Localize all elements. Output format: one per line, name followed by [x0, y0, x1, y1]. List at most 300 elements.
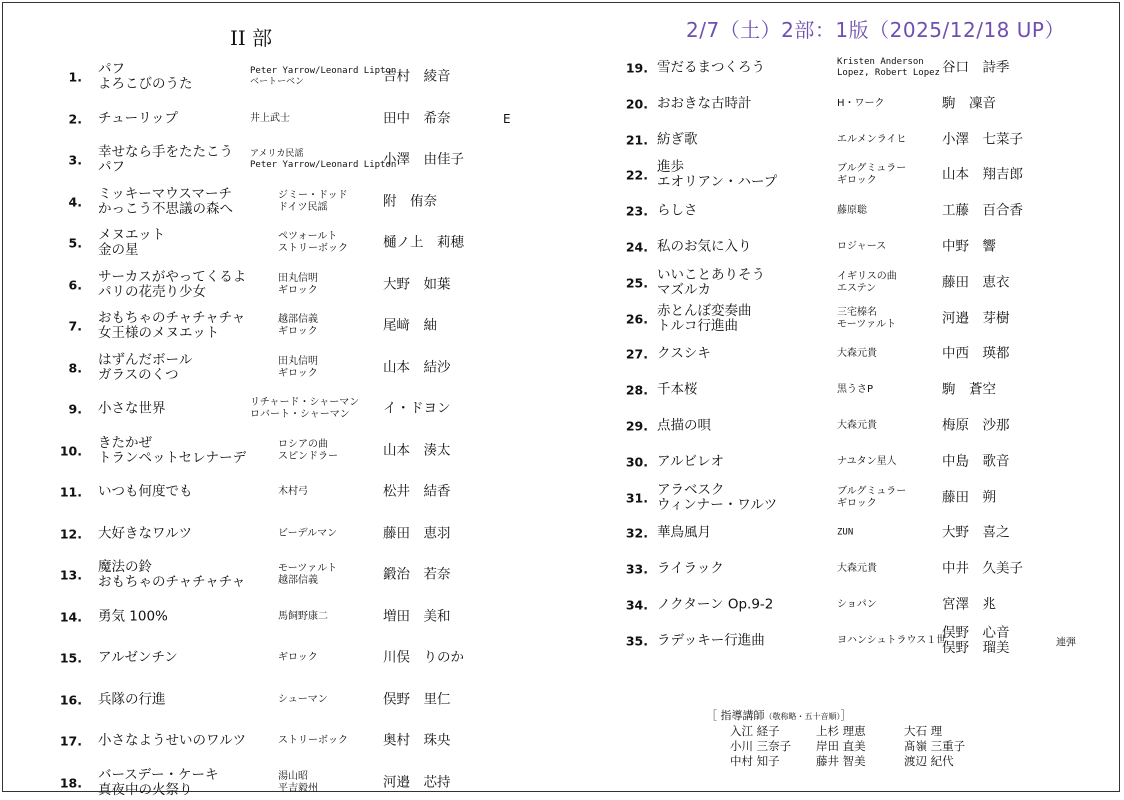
piece-titles — [657, 454, 724, 469]
line: 真夜中の火祭り — [98, 781, 193, 798]
line: イギリスの曲 — [837, 270, 897, 282]
piece-titles — [98, 692, 166, 707]
line: ラデッキー行進曲 — [657, 632, 765, 649]
line: ヨハンシュトラウス１世 — [837, 634, 947, 646]
program-row — [618, 588, 1098, 622]
line: 幸せなら手をたたこう — [98, 144, 233, 160]
program-row — [618, 552, 1098, 586]
composers — [278, 190, 348, 214]
teachers-heading: ［ 指導講師（敬称略・五十音順）］ — [706, 709, 852, 722]
line: Peter Yarrow/Leonard Lipton — [250, 160, 397, 170]
piece-titles — [657, 96, 752, 111]
line: 駒 蒼空 — [942, 381, 996, 398]
piece-titles — [657, 633, 765, 648]
program-row — [618, 194, 1098, 228]
performer-name: イ・ドヨン — [383, 400, 451, 417]
line: 小さな世界 — [98, 400, 166, 417]
line: パリの花売り少女 — [98, 283, 206, 300]
teacher-name: 入江 経子 — [730, 724, 780, 738]
program-row — [618, 123, 1098, 157]
composers — [278, 314, 318, 338]
line: ギロック — [278, 367, 318, 379]
line: 山本 翔吉郎 — [942, 166, 1023, 183]
line: トランペットセレナーデ — [98, 449, 247, 466]
line: エルメンライヒ — [837, 133, 907, 145]
composers — [837, 163, 906, 187]
program-row — [52, 517, 572, 551]
line: Kristen Anderson — [837, 57, 924, 67]
composers — [250, 397, 359, 421]
line: バースデー・ケーキ — [98, 766, 219, 783]
line: 赤とんぼ変奏曲 — [657, 302, 752, 319]
line: 大好きなワルツ — [98, 525, 193, 541]
program-row — [52, 351, 572, 385]
composers — [278, 439, 338, 463]
piece-titles — [98, 270, 246, 300]
program-row — [52, 683, 572, 717]
line: ギロック — [278, 652, 318, 663]
piece-titles — [657, 526, 711, 541]
entry-number: 14. — [59, 609, 82, 624]
performer-name: 川俣 りのか — [383, 649, 464, 666]
entry-number: 8. — [68, 360, 82, 375]
composers — [837, 57, 940, 79]
program-row — [52, 724, 572, 758]
performer-name: 小澤 由佳子 — [383, 151, 464, 168]
composers — [278, 356, 318, 380]
performer-name: 大野 如葉 — [383, 276, 451, 292]
line: 藤原聡 — [837, 205, 867, 217]
line: 俣野 心音 — [942, 624, 1010, 641]
entry-number: 1. — [68, 69, 82, 85]
line: 中西 瑛都 — [942, 345, 1010, 362]
entry-number: 33. — [625, 561, 648, 577]
part-title: II 部 — [230, 26, 273, 50]
composers — [837, 98, 885, 110]
performer-names — [942, 526, 1010, 541]
line: 大森元貴 — [837, 348, 877, 360]
line: クスシキ — [657, 345, 711, 362]
piece-titles — [657, 268, 765, 298]
composers — [837, 384, 873, 396]
composers — [837, 271, 897, 295]
line: ロバート・シャーマン — [250, 409, 350, 420]
line: 大野 喜之 — [942, 524, 1010, 541]
performer-name: 山本 湊太 — [383, 442, 451, 458]
line: 雪だるまつくろう — [657, 59, 765, 76]
composers — [837, 486, 906, 510]
composers — [278, 231, 348, 255]
entry-number: 3. — [68, 152, 82, 168]
line: ノクターン Op.9-2 — [657, 596, 774, 613]
program-row — [618, 516, 1098, 550]
row-note: 連弾 — [1056, 637, 1076, 649]
performer-names — [942, 454, 1010, 469]
piece-titles — [657, 240, 752, 255]
performer-names — [942, 240, 996, 255]
line: シューマン — [278, 693, 328, 705]
line: 勇気 100% — [98, 608, 168, 624]
line: 工藤 百合香 — [942, 202, 1023, 219]
piece-titles — [657, 562, 724, 577]
line: 大森元貴 — [837, 420, 877, 431]
composers — [250, 113, 290, 125]
entry-number: 22. — [625, 167, 648, 183]
line: 小さなようせいのワルツ — [98, 732, 247, 749]
line: ウィンナー・ワルツ — [657, 496, 778, 513]
program-row — [52, 434, 572, 468]
program-row — [618, 337, 1098, 371]
performer-names — [942, 311, 1010, 326]
piece-titles — [657, 160, 777, 190]
line: リチャード・シャーマン — [250, 397, 360, 408]
line: おもちゃのチャチャチャ — [98, 310, 246, 326]
line: ギロック — [278, 326, 318, 337]
piece-titles — [98, 609, 168, 624]
line: 馬飼野康二 — [278, 610, 328, 622]
line: 華鳥風月 — [657, 524, 711, 541]
program-row — [618, 481, 1098, 515]
line: 金の星 — [98, 242, 139, 258]
line: ガラスのくつ — [98, 366, 179, 383]
line: ブルグミュラー — [837, 485, 907, 497]
entry-number: 11. — [59, 484, 82, 500]
piece-titles — [98, 651, 178, 666]
performer-name: 田中 希奈 — [383, 110, 451, 126]
line: パフ — [98, 159, 125, 175]
line: 藤田 恵衣 — [942, 274, 1010, 291]
entry-number: 23. — [625, 203, 648, 219]
entry-number: 18. — [59, 775, 82, 790]
piece-titles — [657, 347, 711, 362]
performer-name: 藤田 恵羽 — [383, 525, 451, 541]
program-row — [52, 226, 572, 260]
composers — [837, 307, 896, 331]
composers — [837, 599, 877, 611]
program-row — [52, 766, 572, 800]
line: ロシアの曲 — [278, 438, 328, 450]
entry-number: 10. — [59, 443, 82, 458]
composers — [278, 563, 337, 587]
line: ビーデルマン — [278, 527, 338, 539]
piece-titles — [98, 734, 246, 749]
entry-number: 15. — [59, 650, 82, 666]
piece-titles — [98, 485, 193, 500]
piece-titles — [98, 62, 193, 92]
line: ジミー・ドッド — [278, 189, 348, 201]
program-row — [618, 409, 1098, 443]
entry-number: 19. — [625, 60, 648, 76]
line: 兵隊の行進 — [98, 691, 166, 707]
entry-number: 6. — [68, 277, 82, 292]
line: 越部信義 — [278, 575, 318, 586]
entry-number: 2. — [68, 111, 82, 126]
entry-number: 13. — [59, 567, 82, 583]
line: ギロック — [837, 497, 877, 509]
piece-titles — [98, 353, 192, 383]
composers — [837, 420, 877, 432]
line: 駒 凜音 — [942, 95, 996, 112]
line: 田丸信明 — [278, 272, 318, 284]
line: 点描の唄 — [657, 417, 711, 434]
teachers-section — [706, 708, 966, 768]
entry-number: 27. — [625, 346, 648, 362]
line: 俣野 瑠美 — [942, 639, 1010, 656]
line: 湯山昭 — [278, 770, 308, 782]
entry-number: 24. — [625, 239, 648, 255]
program-row — [52, 185, 572, 219]
program-row — [52, 60, 572, 94]
performer-names — [942, 626, 1010, 656]
performer-names — [942, 61, 1010, 76]
composers — [278, 611, 328, 623]
entry-number: 34. — [625, 597, 648, 613]
line: 中島 歌音 — [942, 453, 1010, 470]
line: マズルカ — [657, 281, 711, 298]
performer-names — [942, 490, 996, 505]
line: 大森元貴 — [837, 563, 877, 575]
composers — [278, 694, 328, 706]
line: おもちゃのチャチャチャ — [98, 574, 246, 590]
composers — [278, 735, 348, 747]
piece-titles — [98, 436, 246, 466]
piece-titles — [657, 61, 765, 76]
performer-names — [942, 168, 1023, 183]
line: ペツォールト — [278, 231, 338, 242]
teacher-name: 大石 理 — [904, 724, 943, 738]
entry-number: 29. — [625, 418, 648, 434]
line: H・ワーク — [837, 97, 885, 109]
program-row — [618, 624, 1098, 658]
composers — [250, 66, 396, 88]
teacher-name: 岸田 直美 — [816, 739, 866, 753]
line: 木村弓 — [278, 486, 308, 497]
line: いいことありそう — [657, 266, 765, 283]
line: 中井 久美子 — [942, 560, 1023, 577]
composers — [837, 205, 867, 217]
entry-number: 35. — [625, 633, 648, 649]
line: パフ — [98, 61, 125, 77]
composers — [250, 149, 396, 171]
program-row — [52, 475, 572, 509]
entry-number: 30. — [625, 454, 648, 470]
entry-number: 28. — [625, 382, 648, 398]
performer-name: 松井 結香 — [383, 483, 451, 500]
program-row — [52, 102, 572, 136]
performer-name: 附 侑奈 — [383, 193, 437, 209]
composers — [837, 528, 853, 539]
performer-name: 樋ノ上 莉穂 — [383, 234, 464, 251]
line: 小澤 七菜子 — [942, 131, 1023, 148]
line: 宮澤 兆 — [942, 596, 996, 613]
piece-titles — [98, 768, 219, 798]
line: サーカスがやってくるよ — [98, 268, 247, 285]
program-row — [618, 445, 1098, 479]
line: ミッキーマウスマーチ — [98, 185, 233, 202]
program-row — [618, 266, 1098, 300]
teacher-name: 藤井 智美 — [816, 754, 866, 768]
composers — [837, 134, 906, 146]
program-row — [618, 51, 1098, 85]
entry-number: 7. — [68, 318, 82, 334]
line: ギロック — [837, 175, 877, 187]
teacher-name: 渡辺 紀代 — [904, 754, 954, 768]
line: 黒うさP — [837, 384, 874, 396]
line: きたかぜ — [98, 434, 152, 451]
composers — [837, 348, 877, 360]
performer-name: 吉村 綾音 — [383, 68, 451, 85]
line: Peter Yarrow/Leonard Lipton — [250, 66, 397, 76]
performer-names — [942, 419, 1010, 434]
line: 平吉毅州 — [278, 782, 318, 794]
line: おおきな古時計 — [657, 95, 752, 112]
performer-name: 奥村 珠央 — [383, 732, 451, 749]
line: エオリアン・ハープ — [657, 174, 778, 191]
program-row — [52, 268, 572, 302]
piece-titles — [98, 402, 166, 417]
performer-name: 河邉 芯持 — [383, 774, 451, 790]
program-row — [618, 302, 1098, 336]
line: トルコ行進曲 — [657, 317, 738, 334]
program-row — [618, 158, 1098, 192]
line: はずんだボール — [98, 351, 193, 368]
entry-number: 21. — [625, 132, 648, 148]
line: 梅原 沙那 — [942, 417, 1010, 434]
line: 三宅榛名 — [837, 306, 877, 318]
program-row — [618, 87, 1098, 121]
performer-name: 鍛治 若奈 — [383, 566, 451, 583]
program-row — [52, 143, 572, 177]
line: モーツァルト — [837, 318, 897, 330]
line: ブルグミュラー — [837, 163, 907, 175]
piece-titles — [98, 526, 192, 541]
piece-titles — [98, 560, 245, 590]
entry-number: 16. — [59, 692, 82, 707]
line: ZUN — [837, 527, 854, 538]
entry-number: 12. — [59, 526, 82, 541]
entry-number: 25. — [625, 275, 648, 291]
piece-titles — [657, 419, 711, 434]
program-row — [52, 600, 572, 634]
teacher-name: 小川 三奈子 — [730, 739, 792, 753]
line: 河邉 芽樹 — [942, 310, 1010, 327]
entry-number: 26. — [625, 311, 648, 327]
composers — [278, 528, 337, 540]
piece-titles — [98, 311, 245, 341]
piece-titles — [657, 383, 698, 398]
line: アメリカ民謡 — [250, 149, 304, 159]
piece-titles — [657, 204, 698, 219]
teacher-name: 上杉 理恵 — [816, 724, 866, 738]
piece-titles — [98, 145, 233, 175]
performer-names — [942, 132, 1023, 147]
line: モーツァルト — [278, 563, 338, 574]
entry-number: 17. — [59, 733, 82, 749]
line: ドイツ民謡 — [278, 201, 328, 213]
line: かっこう不思議の森へ — [98, 200, 233, 217]
line: いつも何度でも — [98, 483, 193, 500]
line: 谷口 詩季 — [942, 59, 1010, 76]
composers — [278, 771, 318, 795]
entry-number: 32. — [625, 525, 648, 541]
line: ストリーボック — [278, 735, 348, 746]
entry-number: 9. — [68, 401, 82, 417]
entry-number: 20. — [625, 96, 648, 112]
piece-titles — [657, 598, 773, 613]
performer-names — [942, 562, 1023, 577]
row-note: E — [503, 111, 511, 126]
line: ストリーボック — [278, 243, 348, 254]
line: エステン — [837, 282, 877, 294]
line: 藤田 朔 — [942, 489, 996, 506]
line: Lopez, Robert Lopez — [837, 68, 940, 78]
line: らしさ — [657, 202, 698, 219]
performer-names — [942, 598, 996, 613]
program-row — [52, 392, 572, 426]
performer-names — [942, 204, 1023, 219]
performer-name: 尾﨑 紬 — [383, 317, 437, 334]
program-row — [618, 230, 1098, 264]
piece-titles — [98, 228, 165, 258]
program-row — [618, 373, 1098, 407]
piece-titles — [98, 111, 178, 126]
program-row — [52, 309, 572, 343]
line: 女王様のメヌエット — [98, 325, 220, 341]
line: 魔法の鈴 — [98, 559, 152, 575]
composers — [837, 456, 897, 468]
line: 井上武士 — [250, 112, 290, 124]
line: 紡ぎ歌 — [657, 131, 698, 148]
version-info: 2/7（土）2部：1版（2025/12/18 UP） — [686, 18, 1065, 42]
piece-titles — [657, 483, 777, 513]
program-row — [52, 558, 572, 592]
composers — [278, 652, 318, 664]
performer-names — [942, 383, 996, 398]
line: ナユタン星人 — [837, 455, 897, 467]
performer-name: 山本 結沙 — [383, 359, 451, 375]
line: ショパン — [837, 599, 877, 610]
performer-name: 俣野 里仁 — [383, 691, 451, 707]
performer-name: 増田 美和 — [383, 608, 451, 624]
teacher-name: 中村 知子 — [730, 754, 780, 768]
teacher-name: 髙嶺 三重子 — [904, 739, 966, 753]
line: ギロック — [278, 284, 318, 296]
performer-names — [942, 347, 1010, 362]
composers — [278, 486, 308, 498]
piece-titles — [657, 132, 698, 147]
composers — [278, 273, 318, 297]
performer-names — [942, 275, 1010, 290]
line: 越部信義 — [278, 314, 318, 325]
composers — [837, 241, 886, 253]
composers — [837, 563, 877, 575]
line: 私のお気に入り — [657, 238, 752, 255]
line: 中野 響 — [942, 238, 996, 255]
line: ベートーベン — [250, 77, 305, 87]
program-row — [52, 641, 572, 675]
line: スピンドラー — [278, 450, 338, 462]
piece-titles — [98, 187, 233, 217]
piece-titles — [657, 304, 752, 334]
line: よろこびのうた — [98, 76, 193, 92]
line: ライラック — [657, 560, 724, 577]
entry-number: 31. — [625, 490, 648, 506]
performer-names — [942, 96, 996, 111]
line: 千本桜 — [657, 381, 698, 398]
line: チューリップ — [98, 110, 179, 126]
line: ロジャース — [837, 241, 887, 252]
line: 進歩 — [657, 159, 684, 176]
